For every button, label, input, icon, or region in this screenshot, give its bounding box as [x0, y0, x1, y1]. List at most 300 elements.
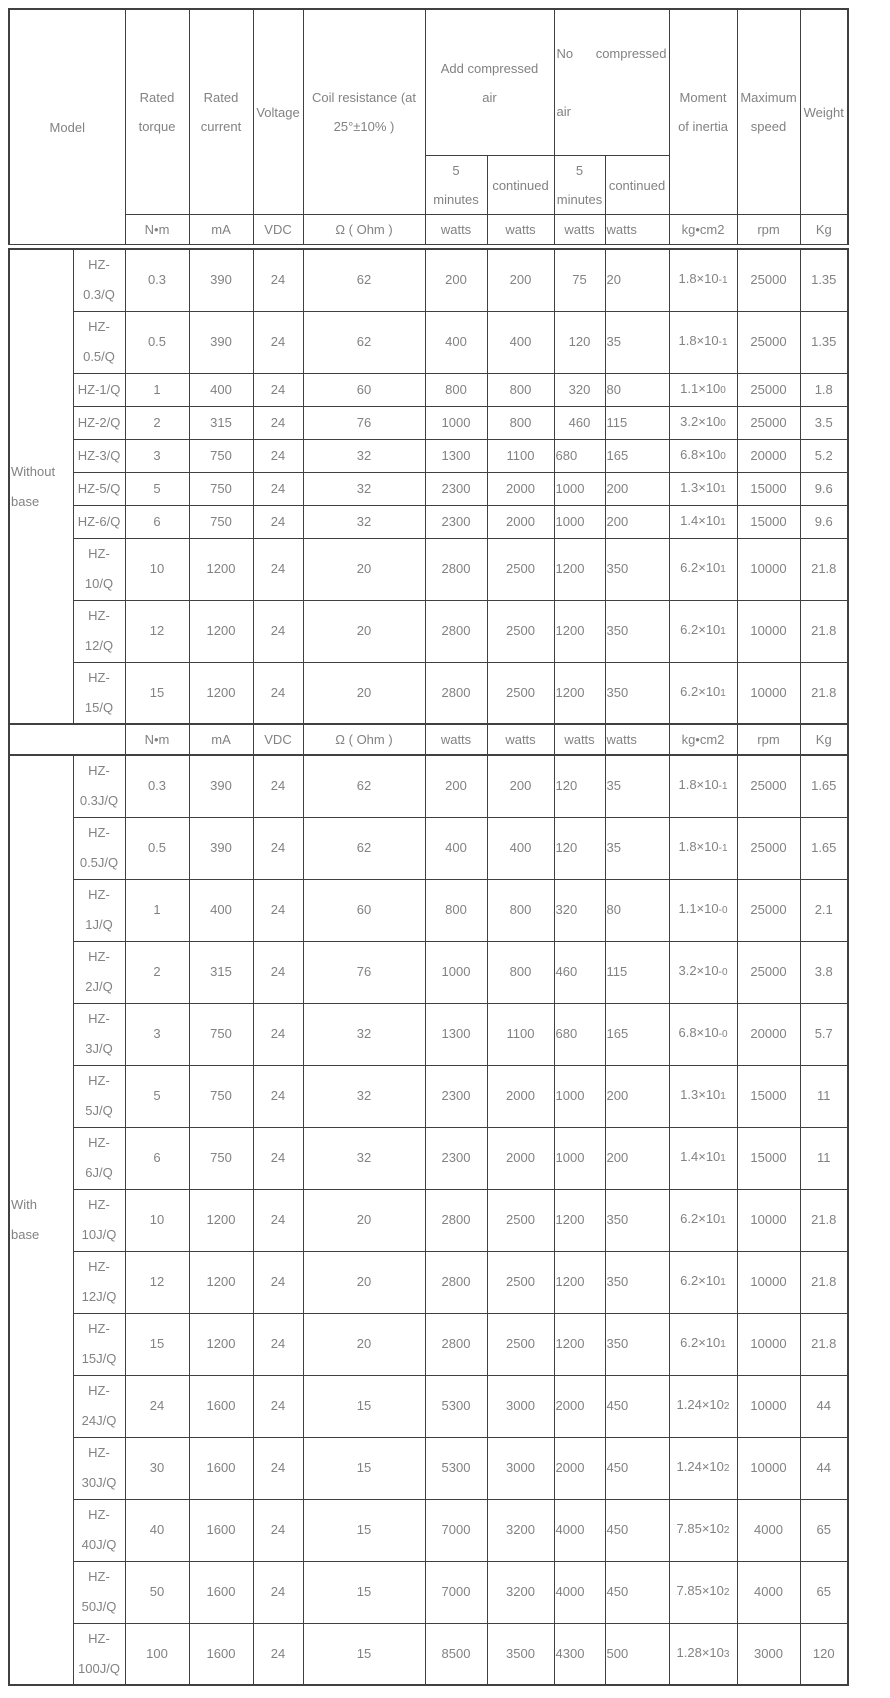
- cell-rated-torque: 10: [125, 538, 189, 600]
- cell-weight: 65: [800, 1561, 848, 1623]
- units-cell: watts: [554, 215, 605, 245]
- cell-rated-current: 1600: [189, 1623, 253, 1685]
- cell-max-speed: 10000: [737, 1313, 800, 1375]
- table-row: [9, 1437, 848, 1499]
- units-cell: kg•cm2: [669, 215, 737, 245]
- model-cell: HZ- 0.3J/Q: [73, 755, 125, 817]
- model-cell: HZ-2/Q: [73, 406, 125, 439]
- cell-weight: 21.8: [800, 662, 848, 724]
- units-cell: VDC: [253, 724, 303, 755]
- cell-rated-current: 750: [189, 505, 253, 538]
- cell-max-speed: 25000: [737, 817, 800, 879]
- cell-moment-inertia: [669, 755, 737, 817]
- cell-voltage: 24: [253, 600, 303, 662]
- cell-coil-resistance: 32: [303, 1065, 425, 1127]
- cell-noair-5min: 1200: [554, 600, 605, 662]
- cell-noair-5min: 680: [554, 1003, 605, 1065]
- cell-noair-continued: 350: [605, 600, 669, 662]
- cell-moment-inertia: [669, 1251, 737, 1313]
- model-cell: HZ-5/Q: [73, 472, 125, 505]
- inertia-exponent: 3: [723, 1648, 730, 1660]
- inertia-exponent: -0: [718, 905, 728, 916]
- header-no-compressed-air: [554, 9, 669, 156]
- cell-air-continued: 2500: [487, 1313, 554, 1375]
- table-row: [9, 1499, 848, 1561]
- inertia-exponent: 1: [720, 483, 726, 495]
- cell-rated-torque: 30: [125, 1437, 189, 1499]
- cell-noair-5min: 4300: [554, 1623, 605, 1685]
- cell-moment-inertia: [669, 1499, 737, 1561]
- cell-noair-continued: 350: [605, 1251, 669, 1313]
- inertia-exponent: 1: [720, 516, 726, 528]
- cell-air-continued: 3200: [487, 1561, 554, 1623]
- cell-rated-torque: 2: [125, 406, 189, 439]
- cell-noair-continued: 200: [605, 1065, 669, 1127]
- units-cell: Kg: [800, 215, 848, 245]
- header-coil-resistance: Coil resistance (at 25°±10% ): [303, 9, 425, 215]
- cell-air-5min: 1000: [425, 941, 487, 1003]
- inertia-exponent: 2: [723, 1525, 730, 1536]
- cell-rated-torque: 24: [125, 1375, 189, 1437]
- units-cell: watts: [425, 215, 487, 245]
- cell-voltage: 24: [253, 373, 303, 406]
- table-row: [9, 373, 848, 406]
- inertia-mantissa: 1.24×10: [676, 1459, 724, 1474]
- cell-max-speed: 25000: [737, 941, 800, 1003]
- cell-coil-resistance: 76: [303, 406, 425, 439]
- units-cell: kg•cm2: [669, 724, 737, 755]
- inertia-mantissa: 6.8×10: [678, 1025, 719, 1040]
- inertia-mantissa: 6.2×10: [680, 560, 721, 575]
- cell-moment-inertia: [669, 1437, 737, 1499]
- cell-coil-resistance: 60: [303, 373, 425, 406]
- header-air-5-minutes: 5 minutes: [425, 156, 487, 215]
- cell-air-continued: 2000: [487, 472, 554, 505]
- cell-weight: 3.5: [800, 406, 848, 439]
- model-cell: HZ- 10J/Q: [73, 1189, 125, 1251]
- cell-voltage: 24: [253, 1065, 303, 1127]
- cell-weight: 1.8: [800, 373, 848, 406]
- cell-rated-current: 390: [189, 249, 253, 311]
- header-no-air-word1: No: [556, 46, 574, 61]
- cell-voltage: 24: [253, 1623, 303, 1685]
- inertia-exponent: 0: [720, 384, 726, 396]
- table-row: [9, 439, 848, 472]
- cell-moment-inertia: [669, 879, 737, 941]
- cell-air-continued: 3500: [487, 1623, 554, 1685]
- cell-noair-continued: 20: [605, 249, 669, 311]
- cell-rated-torque: 12: [125, 1251, 189, 1313]
- cell-noair-5min: 120: [554, 311, 605, 373]
- cell-moment-inertia: [669, 1375, 737, 1437]
- cell-weight: 44: [800, 1437, 848, 1499]
- cell-max-speed: 10000: [737, 1189, 800, 1251]
- units-blank-cell: [9, 724, 125, 755]
- inertia-exponent: 1: [720, 1277, 726, 1288]
- header-model: Model: [9, 9, 125, 245]
- table-row: [9, 817, 848, 879]
- cell-rated-torque: 1: [125, 879, 189, 941]
- cell-rated-torque: 10: [125, 1189, 189, 1251]
- cell-moment-inertia: [669, 373, 737, 406]
- cell-rated-current: 1200: [189, 538, 253, 600]
- cell-rated-torque: 2: [125, 941, 189, 1003]
- cell-voltage: 24: [253, 1375, 303, 1437]
- cell-weight: 11: [800, 1065, 848, 1127]
- cell-noair-5min: 4000: [554, 1561, 605, 1623]
- table-row: [9, 1127, 848, 1189]
- cell-noair-5min: 120: [554, 817, 605, 879]
- table-row: [9, 1375, 848, 1437]
- cell-noair-continued: 350: [605, 662, 669, 724]
- model-cell: HZ- 100J/Q: [73, 1623, 125, 1685]
- table-row: [9, 662, 848, 724]
- cell-coil-resistance: 32: [303, 1127, 425, 1189]
- cell-voltage: 24: [253, 1499, 303, 1561]
- cell-rated-current: 400: [189, 879, 253, 941]
- cell-weight: 21.8: [800, 1189, 848, 1251]
- cell-voltage: 24: [253, 1561, 303, 1623]
- inertia-exponent: 1: [720, 1339, 726, 1350]
- units-cell: watts: [487, 724, 554, 755]
- header-air-continued: continued: [487, 156, 554, 215]
- cell-noair-5min: 4000: [554, 1499, 605, 1561]
- cell-noair-5min: 1200: [554, 1313, 605, 1375]
- inertia-exponent: -1: [718, 781, 728, 793]
- cell-moment-inertia: [669, 1065, 737, 1127]
- cell-coil-resistance: 20: [303, 1251, 425, 1313]
- header-noair-5-minutes: 5 minutes: [554, 156, 605, 215]
- cell-air-5min: 7000: [425, 1499, 487, 1561]
- cell-weight: 11: [800, 1127, 848, 1189]
- cell-rated-current: 1600: [189, 1375, 253, 1437]
- cell-noair-continued: 200: [605, 505, 669, 538]
- cell-noair-5min: 320: [554, 373, 605, 406]
- model-cell: HZ- 5J/Q: [73, 1065, 125, 1127]
- cell-rated-torque: 15: [125, 662, 189, 724]
- cell-weight: 1.65: [800, 755, 848, 817]
- cell-air-continued: 2500: [487, 538, 554, 600]
- cell-noair-5min: 1000: [554, 505, 605, 538]
- cell-max-speed: 25000: [737, 406, 800, 439]
- inertia-mantissa: 1.28×10: [676, 1644, 724, 1660]
- cell-air-5min: 400: [425, 311, 487, 373]
- cell-noair-continued: 115: [605, 941, 669, 1003]
- cell-weight: 21.8: [800, 538, 848, 600]
- units-cell: rpm: [737, 215, 800, 245]
- inertia-exponent: 1: [720, 626, 726, 637]
- cell-rated-current: 1600: [189, 1561, 253, 1623]
- cell-moment-inertia: [669, 1189, 737, 1251]
- model-cell: HZ- 3J/Q: [73, 1003, 125, 1065]
- model-cell: HZ- 2J/Q: [73, 941, 125, 1003]
- model-cell: HZ- 30J/Q: [73, 1437, 125, 1499]
- cell-noair-continued: 450: [605, 1437, 669, 1499]
- inertia-exponent: 0: [720, 450, 726, 462]
- inertia-mantissa: 6.2×10: [680, 683, 721, 699]
- model-cell: HZ- 0.5J/Q: [73, 817, 125, 879]
- cell-noair-5min: 460: [554, 941, 605, 1003]
- spec-table-page: [8, 8, 847, 1686]
- cell-air-continued: 2500: [487, 1189, 554, 1251]
- cell-moment-inertia: [669, 538, 737, 600]
- cell-air-continued: 3200: [487, 1499, 554, 1561]
- inertia-exponent: 2: [723, 1463, 730, 1474]
- inertia-mantissa: 3.2×10: [678, 963, 719, 978]
- inertia-mantissa: 1.4×10: [680, 512, 721, 528]
- cell-voltage: 24: [253, 1003, 303, 1065]
- cell-voltage: 24: [253, 505, 303, 538]
- cell-rated-current: 390: [189, 817, 253, 879]
- cell-max-speed: 10000: [737, 1437, 800, 1499]
- model-cell: HZ- 40J/Q: [73, 1499, 125, 1561]
- inertia-mantissa: 7.85×10: [676, 1583, 724, 1598]
- header-add-compressed-air: Add compressed air: [425, 9, 554, 156]
- cell-moment-inertia: [669, 505, 737, 538]
- cell-coil-resistance: 15: [303, 1437, 425, 1499]
- cell-coil-resistance: 20: [303, 662, 425, 724]
- cell-voltage: 24: [253, 1313, 303, 1375]
- cell-noair-continued: 450: [605, 1561, 669, 1623]
- inertia-mantissa: 6.2×10: [680, 1211, 721, 1226]
- cell-rated-torque: 12: [125, 600, 189, 662]
- model-cell: HZ- 6J/Q: [73, 1127, 125, 1189]
- cell-air-5min: 7000: [425, 1561, 487, 1623]
- inertia-mantissa: 6.2×10: [680, 1273, 721, 1288]
- cell-noair-continued: 450: [605, 1375, 669, 1437]
- model-cell: HZ- 0.3/Q: [73, 249, 125, 311]
- cell-voltage: 24: [253, 538, 303, 600]
- cell-coil-resistance: 32: [303, 1003, 425, 1065]
- cell-rated-torque: 5: [125, 1065, 189, 1127]
- cell-weight: 1.35: [800, 311, 848, 373]
- cell-noair-5min: 680: [554, 439, 605, 472]
- units-row: [9, 724, 848, 755]
- cell-weight: 1.65: [800, 817, 848, 879]
- model-cell: HZ- 1J/Q: [73, 879, 125, 941]
- cell-rated-torque: 3: [125, 439, 189, 472]
- inertia-exponent: -0: [718, 1029, 728, 1040]
- inertia-mantissa: 6.8×10: [680, 446, 721, 462]
- group-cell: With base: [9, 755, 73, 1685]
- group-cell: Without base: [9, 249, 73, 724]
- cell-moment-inertia: [669, 1003, 737, 1065]
- cell-air-5min: 1300: [425, 1003, 487, 1065]
- inertia-mantissa: 1.1×10: [680, 380, 721, 396]
- cell-noair-5min: 1000: [554, 1065, 605, 1127]
- units-cell: Kg: [800, 724, 848, 755]
- cell-weight: 65: [800, 1499, 848, 1561]
- table-row: [9, 311, 848, 373]
- cell-air-5min: 400: [425, 817, 487, 879]
- cell-voltage: 24: [253, 941, 303, 1003]
- inertia-exponent: 1: [720, 1153, 726, 1164]
- table-row: [9, 1065, 848, 1127]
- inertia-mantissa: 3.2×10: [680, 413, 721, 429]
- cell-rated-current: 750: [189, 1065, 253, 1127]
- table-row: [9, 755, 848, 817]
- cell-moment-inertia: [669, 1623, 737, 1685]
- cell-air-continued: 800: [487, 406, 554, 439]
- cell-rated-current: 750: [189, 472, 253, 505]
- inertia-exponent: 2: [723, 1401, 730, 1412]
- model-cell: HZ- 15/Q: [73, 662, 125, 724]
- cell-air-continued: 2000: [487, 1065, 554, 1127]
- header-rated-current: Rated current: [189, 9, 253, 215]
- cell-max-speed: 15000: [737, 1127, 800, 1189]
- cell-air-5min: 200: [425, 755, 487, 817]
- cell-max-speed: 10000: [737, 662, 800, 724]
- cell-voltage: 24: [253, 439, 303, 472]
- inertia-exponent: 1: [720, 564, 726, 575]
- header-weight: Weight: [800, 9, 848, 215]
- cell-coil-resistance: 15: [303, 1375, 425, 1437]
- cell-air-5min: 2800: [425, 1313, 487, 1375]
- units-cell: mA: [189, 215, 253, 245]
- units-cell: N•m: [125, 215, 189, 245]
- cell-air-5min: 5300: [425, 1375, 487, 1437]
- header-no-air-line2: air: [556, 104, 571, 119]
- cell-air-5min: 1300: [425, 439, 487, 472]
- header-noair-continued: continued: [605, 156, 669, 215]
- cell-voltage: 24: [253, 472, 303, 505]
- inertia-mantissa: 1.8×10: [678, 777, 719, 793]
- cell-voltage: 24: [253, 662, 303, 724]
- cell-rated-current: 315: [189, 406, 253, 439]
- cell-rated-torque: 6: [125, 505, 189, 538]
- model-cell: HZ- 24J/Q: [73, 1375, 125, 1437]
- cell-weight: 21.8: [800, 600, 848, 662]
- cell-noair-continued: 35: [605, 817, 669, 879]
- inertia-exponent: 1: [720, 1215, 726, 1226]
- inertia-exponent: -1: [718, 843, 728, 854]
- cell-weight: 44: [800, 1375, 848, 1437]
- cell-max-speed: 25000: [737, 311, 800, 373]
- cell-rated-torque: 3: [125, 1003, 189, 1065]
- cell-voltage: 24: [253, 406, 303, 439]
- cell-air-5min: 200: [425, 249, 487, 311]
- cell-noair-continued: 350: [605, 1313, 669, 1375]
- cell-rated-torque: 100: [125, 1623, 189, 1685]
- header-rated-torque: Rated torque: [125, 9, 189, 215]
- cell-rated-torque: 40: [125, 1499, 189, 1561]
- cell-rated-torque: 5: [125, 472, 189, 505]
- cell-voltage: 24: [253, 817, 303, 879]
- header-maximum-speed: Maximum speed: [737, 9, 800, 215]
- cell-air-continued: 3000: [487, 1375, 554, 1437]
- cell-noair-5min: 2000: [554, 1437, 605, 1499]
- cell-air-continued: 2000: [487, 1127, 554, 1189]
- units-cell: watts: [487, 215, 554, 245]
- inertia-exponent: 2: [723, 1587, 730, 1598]
- cell-coil-resistance: 15: [303, 1561, 425, 1623]
- cell-moment-inertia: [669, 1313, 737, 1375]
- header-moment-of-inertia: Moment of inertia: [669, 9, 737, 215]
- inertia-exponent: 1: [720, 687, 726, 699]
- cell-noair-5min: 1200: [554, 1189, 605, 1251]
- cell-noair-5min: 2000: [554, 1375, 605, 1437]
- cell-max-speed: 10000: [737, 1375, 800, 1437]
- cell-max-speed: 25000: [737, 249, 800, 311]
- inertia-mantissa: 7.85×10: [676, 1521, 724, 1536]
- cell-weight: 1.35: [800, 249, 848, 311]
- cell-coil-resistance: 60: [303, 879, 425, 941]
- cell-air-continued: 200: [487, 249, 554, 311]
- cell-air-continued: 1100: [487, 1003, 554, 1065]
- cell-noair-5min: 75: [554, 249, 605, 311]
- cell-max-speed: 10000: [737, 538, 800, 600]
- cell-max-speed: 20000: [737, 439, 800, 472]
- cell-noair-5min: 1200: [554, 1251, 605, 1313]
- cell-noair-continued: 350: [605, 538, 669, 600]
- cell-rated-current: 1200: [189, 1313, 253, 1375]
- cell-coil-resistance: 20: [303, 1189, 425, 1251]
- cell-air-5min: 8500: [425, 1623, 487, 1685]
- units-cell: Ω ( Ohm ): [303, 215, 425, 245]
- cell-noair-5min: 1200: [554, 538, 605, 600]
- cell-coil-resistance: 62: [303, 755, 425, 817]
- header-no-air-word2: compressed: [595, 46, 667, 61]
- cell-coil-resistance: 62: [303, 817, 425, 879]
- table-row: [9, 941, 848, 1003]
- spec-table-header: [8, 8, 849, 245]
- cell-rated-current: 1600: [189, 1437, 253, 1499]
- cell-max-speed: 10000: [737, 600, 800, 662]
- cell-weight: 21.8: [800, 1251, 848, 1313]
- cell-noair-continued: 450: [605, 1499, 669, 1561]
- cell-noair-5min: 1000: [554, 472, 605, 505]
- units-cell: watts: [554, 724, 605, 755]
- model-cell: HZ- 12/Q: [73, 600, 125, 662]
- inertia-mantissa: 1.8×10: [678, 271, 719, 287]
- cell-weight: 5.2: [800, 439, 848, 472]
- cell-air-continued: 1100: [487, 439, 554, 472]
- inertia-mantissa: 1.24×10: [676, 1397, 724, 1412]
- cell-coil-resistance: 76: [303, 941, 425, 1003]
- cell-coil-resistance: 20: [303, 600, 425, 662]
- model-cell: HZ- 10/Q: [73, 538, 125, 600]
- model-cell: HZ-6/Q: [73, 505, 125, 538]
- header-row-units: [9, 215, 848, 245]
- cell-noair-continued: 500: [605, 1623, 669, 1685]
- cell-air-5min: 2800: [425, 600, 487, 662]
- inertia-mantissa: 1.1×10: [678, 901, 719, 916]
- cell-air-5min: 2800: [425, 662, 487, 724]
- inertia-mantissa: 1.4×10: [680, 1149, 721, 1164]
- cell-noair-continued: 35: [605, 311, 669, 373]
- inertia-mantissa: 1.8×10: [678, 839, 719, 854]
- cell-air-continued: 800: [487, 373, 554, 406]
- model-cell: HZ-3/Q: [73, 439, 125, 472]
- inertia-exponent: -0: [718, 967, 728, 978]
- cell-air-5min: 5300: [425, 1437, 487, 1499]
- cell-voltage: 24: [253, 311, 303, 373]
- units-cell: Ω ( Ohm ): [303, 724, 425, 755]
- cell-max-speed: 25000: [737, 373, 800, 406]
- cell-air-continued: 2500: [487, 1251, 554, 1313]
- table-row: [9, 505, 848, 538]
- model-cell: HZ- 0.5/Q: [73, 311, 125, 373]
- cell-air-5min: 800: [425, 879, 487, 941]
- spec-table-body: [8, 248, 849, 1686]
- inertia-exponent: -1: [718, 275, 728, 287]
- cell-coil-resistance: 20: [303, 1313, 425, 1375]
- model-cell: HZ-1/Q: [73, 373, 125, 406]
- cell-voltage: 24: [253, 1437, 303, 1499]
- units-cell: VDC: [253, 215, 303, 245]
- cell-voltage: 24: [253, 1251, 303, 1313]
- cell-voltage: 24: [253, 1189, 303, 1251]
